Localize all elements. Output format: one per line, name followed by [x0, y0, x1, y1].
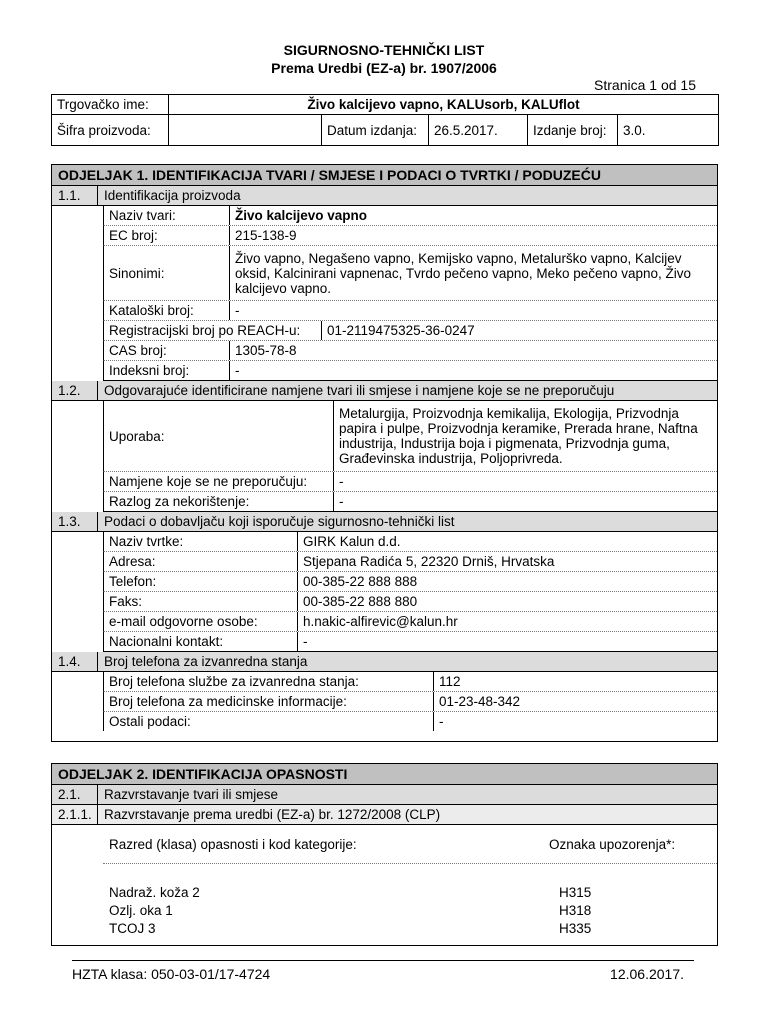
row-label: Naziv tvrtke:	[104, 532, 298, 551]
subsection-number: 1.4.	[52, 652, 98, 671]
version-label: Izdanje broj:	[528, 115, 618, 146]
table-row	[103, 206, 717, 226]
footer-reference: HZTA klasa: 050-03-01/17-4724	[72, 966, 271, 982]
subsection-number: 1.3.	[52, 512, 98, 531]
hazard-codes	[559, 884, 717, 938]
list-item: H318	[559, 903, 592, 918]
section-2-title: ODJELJAK 2. IDENTIFIKACIJA OPASNOSTI	[52, 764, 717, 785]
document-subtitle: Prema Uredbi (EZ-a) br. 1907/2006	[271, 60, 497, 76]
row-value: -	[303, 634, 308, 649]
subsection-2-1-header	[52, 785, 717, 805]
row-value: Živo vapno, Negašeno vapno, Kemijsko vapno, Metalurško vapno, Kalcijev oksid, Kalcinirani vapnenac, Tvrdo pečeno vapno, Meko pečeno vapno, Živo kalcijevo vapno.	[235, 250, 692, 296]
product-code-value	[169, 115, 322, 146]
table-row	[103, 341, 717, 361]
row-value: -	[235, 363, 240, 378]
subsection-1-1-rows	[103, 206, 717, 381]
row-value: -	[339, 474, 344, 489]
table-row	[103, 492, 717, 512]
version-value: 3.0.	[618, 115, 719, 146]
subsection-number: 2.1.	[52, 785, 98, 804]
row-value: GIRK Kalun d.d.	[303, 534, 401, 549]
row-value: 00-385-22 888 888	[303, 574, 418, 589]
row-value: 01-2119475325-36-0247	[327, 323, 475, 338]
list-item: H315	[559, 885, 592, 900]
table-row	[103, 472, 717, 492]
table-row	[103, 361, 717, 381]
table-row	[103, 226, 717, 246]
trade-name-value: Živo kalcijevo vapno, KALUsorb, KALUflot	[169, 95, 719, 115]
table-row	[103, 572, 717, 592]
table-row	[103, 552, 717, 572]
row-value: Živo kalcijevo vapno	[235, 208, 368, 223]
list-item: Ozlj. oka 1	[109, 903, 173, 918]
hazard-mark-header: Oznaka upozorenja*:	[549, 836, 676, 852]
table-row	[103, 532, 717, 552]
subsection-1-2-rows	[103, 401, 717, 512]
row-value: h.nakic-alfirevic@kalun.hr	[303, 614, 458, 629]
footer-date: 12.06.2017.	[610, 966, 684, 982]
document-title: SIGURNOSNO-TEHNIČKI LIST	[283, 42, 485, 58]
subsection-1-3-header	[52, 512, 717, 532]
row-value: 00-385-22 888 880	[303, 594, 418, 609]
row-label: Nacionalni kontakt:	[104, 632, 298, 651]
section-1-title: ODJELJAK 1. IDENTIFIKACIJA TVARI / SMJESE I PODACI O TVRTKI / PODUZEĆU	[52, 165, 717, 186]
table-row	[103, 321, 717, 341]
row-label: Kataloški broj:	[104, 301, 230, 320]
table-row	[103, 632, 717, 652]
row-value: 215-138-9	[235, 228, 297, 243]
row-value: 112	[439, 674, 461, 689]
table-row	[103, 712, 717, 731]
hazard-table-header	[103, 825, 717, 864]
list-item: H335	[559, 921, 592, 936]
trade-name-label: Trgovačko ime:	[52, 95, 169, 115]
row-value: -	[339, 494, 344, 509]
list-item: Nadraž. koža 2	[109, 885, 200, 900]
row-value: Stjepana Radića 5, 22320 Drniš, Hrvatska	[303, 554, 555, 569]
row-label: Naziv tvari:	[104, 206, 230, 225]
subsection-number: 1.2.	[52, 381, 98, 400]
subsection-1-4-rows	[103, 672, 717, 731]
subsection-title: Razvrstavanje prema uredbi (EZ-a) br. 1272/2008 (CLP)	[104, 807, 441, 822]
row-label: Broj telefona za medicinske informacije:	[104, 692, 434, 711]
row-value: Metalurgija, Proizvodnja kemikalija, Ekologija, Prizvodnja papira i pulpe, Proizvodnja keramike, Prerada hrane, Naftna industrija, Industrija boja i pigmenata, Prizvodnja guma, Građevinska industrija, Poljoprivreda.	[339, 406, 698, 466]
table-row	[103, 592, 717, 612]
subsection-title: Odgovarajuće identificirane namjene tvari ili smjese i namjene koje se ne preporučuju	[104, 383, 615, 398]
row-label: Ostali podaci:	[104, 712, 434, 731]
row-value: -	[439, 714, 444, 729]
row-label: e-mail odgovorne osobe:	[104, 612, 298, 631]
hazard-classes	[103, 884, 559, 938]
subsection-number: 2.1.1.	[52, 805, 98, 824]
subsection-1-4-header	[52, 652, 717, 672]
row-label: Broj telefona službe za izvanredna stanja:	[104, 672, 434, 691]
subsection-title: Broj telefona za izvanredna stanja	[104, 654, 308, 669]
subsection-title: Razvrstavanje tvari ili smjese	[104, 787, 279, 802]
subsection-title: Podaci o dobavljaču koji isporučuje sigurnosno-tehnički list	[104, 514, 455, 529]
row-label: Uporaba:	[104, 401, 334, 471]
row-label: Registracijski broj po REACH-u:	[104, 321, 322, 340]
issue-date-label: Datum izdanja:	[322, 115, 429, 146]
subsection-2-1-1-header	[52, 805, 717, 825]
row-value: 01-23-48-342	[439, 694, 521, 709]
row-label: Faks:	[104, 592, 298, 611]
row-label: EC broj:	[104, 226, 230, 245]
subsection-number: 1.1.	[52, 186, 98, 205]
footer-divider	[72, 960, 694, 961]
table-row	[103, 301, 717, 321]
product-code-label: Šifra proizvoda:	[52, 115, 169, 146]
row-value: 1305-78-8	[235, 343, 297, 358]
row-label: Namjene koje se ne preporučuju:	[104, 472, 334, 491]
row-label: Telefon:	[104, 572, 298, 591]
row-label: Razlog za nekorištenje:	[104, 492, 334, 511]
section-2	[51, 763, 718, 946]
hazard-class-header: Razred (klasa) opasnosti i kod kategorije:	[109, 836, 357, 852]
subsection-1-2-header	[52, 381, 717, 401]
row-value: -	[235, 303, 240, 318]
row-label: Adresa:	[104, 552, 298, 571]
row-label: Sinonimi:	[104, 246, 230, 300]
table-row	[103, 401, 717, 472]
row-label: CAS broj:	[104, 341, 230, 360]
table-row	[103, 246, 717, 301]
list-item: TCOJ 3	[109, 921, 156, 936]
hazard-list	[103, 864, 717, 938]
issue-date-value: 26.5.2017.	[429, 115, 528, 146]
row-label: Indeksni broj:	[104, 361, 230, 380]
table-row	[103, 672, 717, 692]
subsection-1-1-header	[52, 186, 717, 206]
subsection-title: Identifikacija proizvoda	[104, 188, 241, 203]
table-row	[103, 612, 717, 632]
subsection-1-3-rows	[103, 532, 717, 652]
product-info-table	[51, 94, 719, 146]
section-1	[51, 164, 718, 742]
page-number: Stranica 1 od 15	[594, 77, 696, 93]
table-row	[103, 692, 717, 712]
